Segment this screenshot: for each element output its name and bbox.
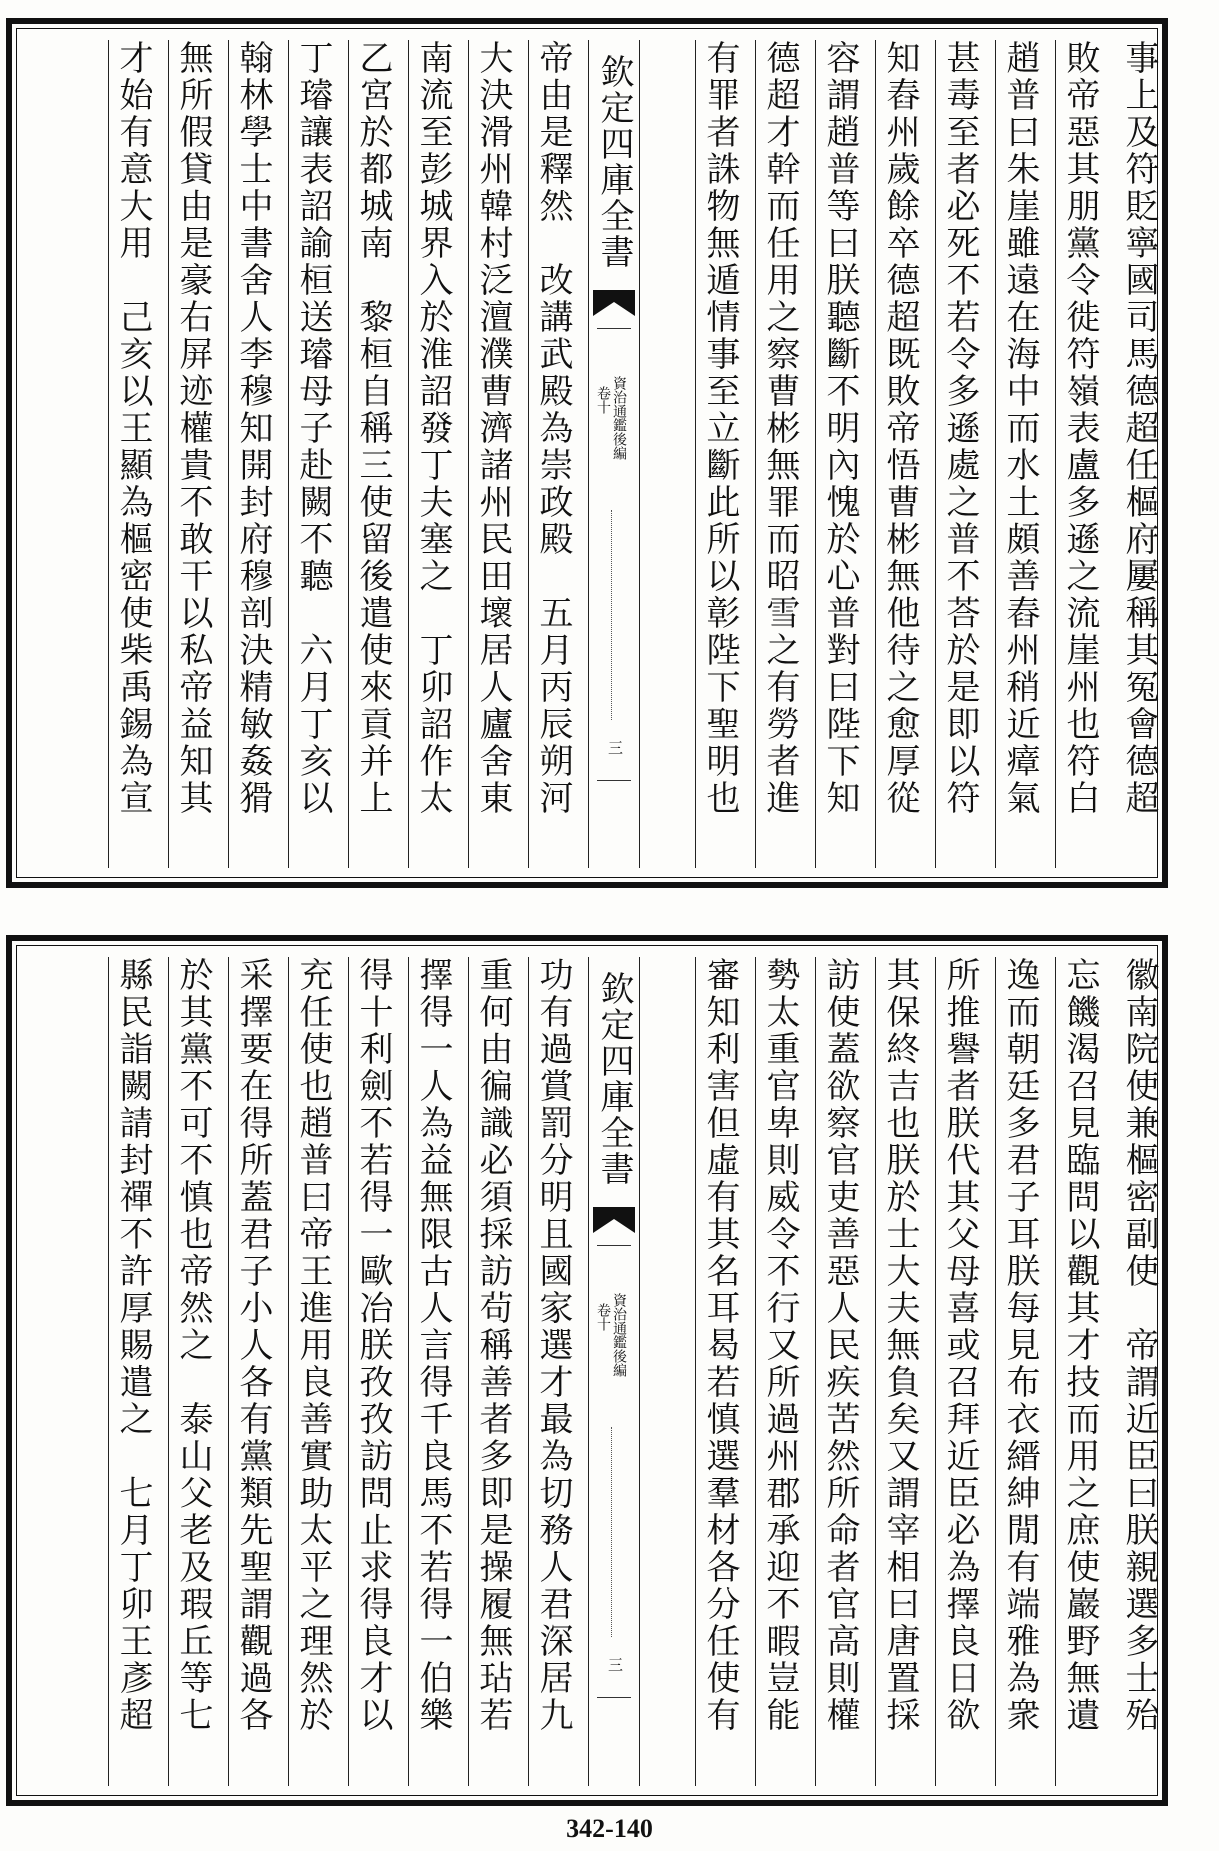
text-column: 有罪者誅物無遁情事至立斷此所以彰陛下聖明也 <box>695 40 744 868</box>
volume-label: 卷十 <box>595 386 611 414</box>
center-strip <box>588 957 640 1786</box>
leaf-number: 三 <box>606 740 624 755</box>
bottom-page <box>6 935 1168 1806</box>
text-column: 訪使蓋欲察官吏善惡人民疾苦然所命者官高則權 <box>815 957 864 1786</box>
text-column: 才始有意大用 己亥以王顯為樞密使柴禹錫為宣 <box>108 40 157 868</box>
leaf-number: 三 <box>606 1657 624 1672</box>
text-column: 無所假貸由是豪右屏迹權貴不敢干以私帝益知其 <box>168 40 217 868</box>
text-column: 知舂州歲餘卒德超既敗帝悟曹彬無他待之愈厚從 <box>875 40 924 868</box>
strip-rule <box>597 1245 631 1246</box>
text-column: 敗帝惡其朋黨令徙符嶺表盧多遜之流崖州也符白 <box>1055 40 1104 868</box>
text-column: 采擇要在得所蓋君子小人各有黨類先聖謂觀過各 <box>228 957 277 1786</box>
text-column: 充任使也趙普曰帝王進用良善實助太平之理然於 <box>288 957 337 1786</box>
text-column: 審知利害但虛有其名耳曷若慎選羣材各分任使有 <box>695 957 744 1786</box>
strip-rule <box>597 1697 631 1698</box>
book-subtitle: 資治通鑑後編 <box>611 1293 627 1377</box>
text-column: 得十利劍不若得一歐冶朕孜孜訪問止求得良才以 <box>348 957 397 1786</box>
text-column: 縣民詣闕請封禪不許厚賜遣之 七月丁卯王彥超 <box>108 957 157 1786</box>
text-column: 丁璿讓表詔諭桓送璿母子赴闕不聽 六月丁亥以 <box>288 40 337 868</box>
text-column: 帝由是釋然 改講武殿為崇政殿 五月丙辰朔河 <box>528 40 577 868</box>
text-column: 逸而朝廷多君子耳朕每見布衣縉紳閒有端雅為衆 <box>995 957 1044 1786</box>
text-column: 擇得一人為益無限古人言得千良馬不若得一伯樂 <box>408 957 457 1786</box>
volume-label: 卷十 <box>595 1303 611 1331</box>
text-column: 忘饑渴召見臨問以觀其才技而用之庶使巖野無遺 <box>1055 957 1104 1786</box>
text-column: 大決滑州韓村泛澶濮曹濟諸州民田壞居人廬舍東 <box>468 40 517 868</box>
fishtail-mark-icon <box>593 290 635 316</box>
text-column: 所推譽者朕代其父母喜或召拜近臣必為擇良日欲 <box>935 957 984 1786</box>
text-column: 翰林學士中書舍人李穆知開封府穆剖決精敏姦猾 <box>228 40 277 868</box>
top-page <box>6 18 1168 888</box>
strip-divider <box>611 1427 613 1637</box>
fishtail-mark-icon <box>593 1207 635 1233</box>
strip-rule <box>597 780 631 781</box>
book-subtitle: 資治通鑑後編 <box>611 376 627 460</box>
text-column: 功有過賞罰分明且國家選才最為切務人君深居九 <box>528 957 577 1786</box>
book-title: 欽定四庫全書 <box>594 54 634 270</box>
text-column: 勢太重官卑則威令不行又所過州郡承迎不暇豈能 <box>755 957 804 1786</box>
text-column: 甚毒至者必死不若令多遜處之普不荅於是即以符 <box>935 40 984 868</box>
text-column: 重何由徧識必須採訪茍稱善者多即是操履無玷若 <box>468 957 517 1786</box>
text-column: 其保終吉也朕於士大夫無負矣又謂宰相曰唐置採 <box>875 957 924 1786</box>
book-title: 欽定四庫全書 <box>594 971 634 1187</box>
text-column: 南流至彭城界入於淮詔發丁夫塞之 丁卯詔作太 <box>408 40 457 868</box>
text-column: 容謂趙普等曰朕聽斷不明內愧於心普對曰陛下知 <box>815 40 864 868</box>
text-column: 趙普曰朱崖雖遠在海中而水土頗善舂州稍近瘴氣 <box>995 40 1044 868</box>
text-column: 徽南院使兼樞密副使 帝謂近臣曰朕親選多士殆 <box>1119 957 1159 1734</box>
text-column: 德超才幹而任用之察曹彬無罪而昭雪之有勞者進 <box>755 40 804 868</box>
strip-divider <box>611 510 613 720</box>
center-strip <box>588 40 640 868</box>
footer-page-number: 342-140 <box>566 1814 653 1843</box>
text-column: 事上及符貶寧國司馬德超任樞府屢稱其冤會德超 <box>1119 40 1159 817</box>
strip-rule <box>597 328 631 329</box>
text-column: 於其黨不可不慎也帝然之 泰山父老及瑕丘等七 <box>168 957 217 1786</box>
text-column: 乙宮於都城南 黎桓自稱三使留後遣使來貢并上 <box>348 40 397 868</box>
